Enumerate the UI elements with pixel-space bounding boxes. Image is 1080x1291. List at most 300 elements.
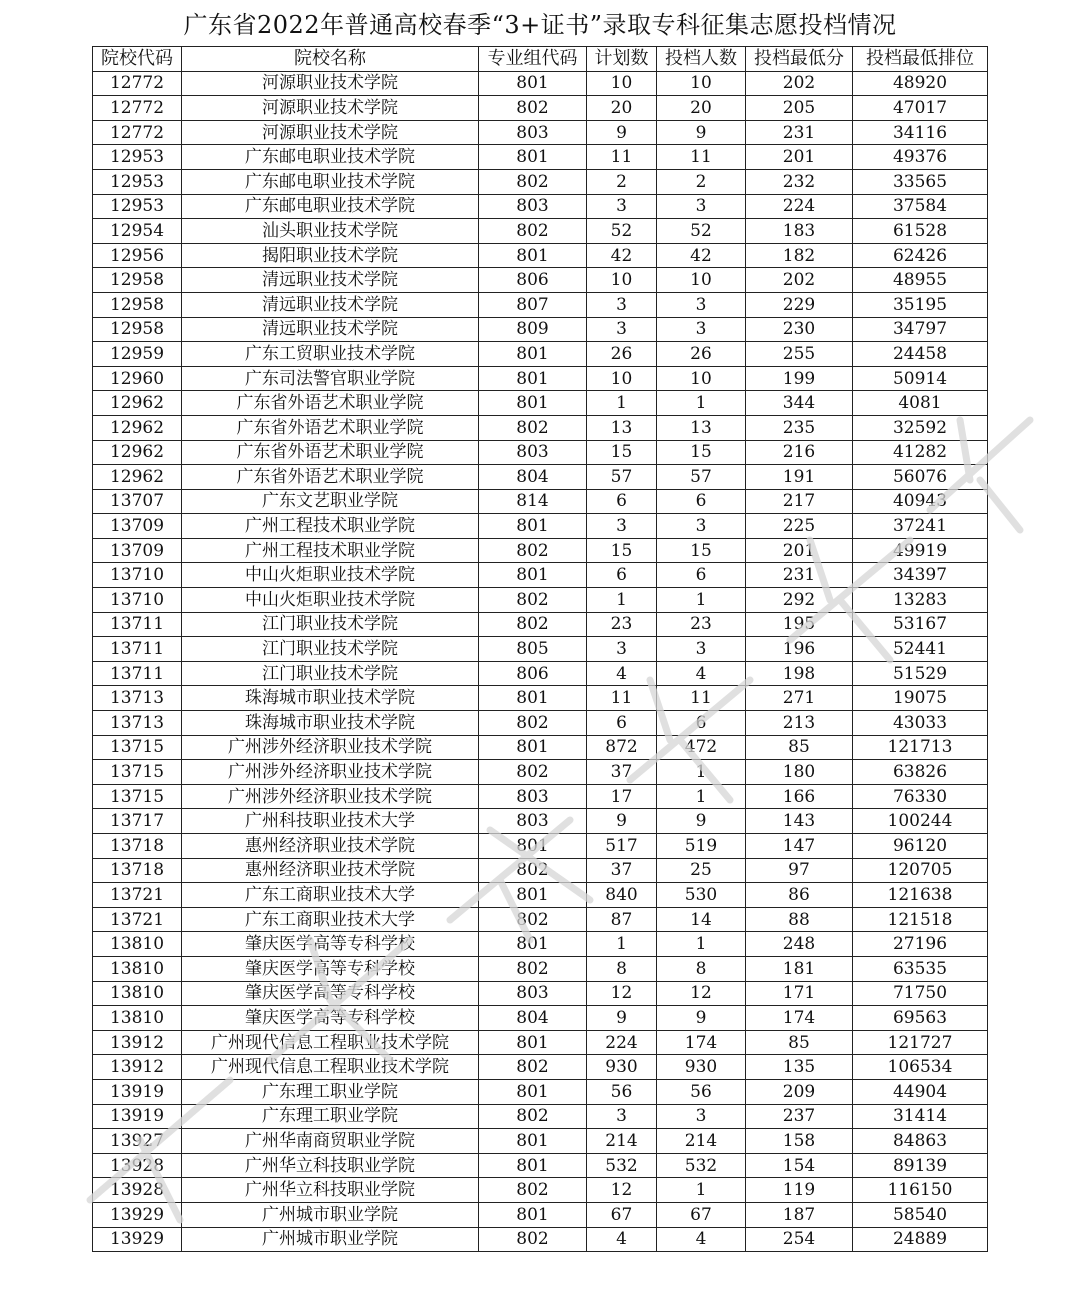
- cell-school-code: 13715: [93, 760, 182, 785]
- cell-school-name: 珠海城市职业技术学院: [182, 711, 479, 736]
- cell-school-code: 12953: [93, 194, 182, 219]
- cell-school-name: 中山火炬职业技术学院: [182, 563, 479, 588]
- cell-min-rank: 33565: [853, 169, 988, 194]
- table-row: [93, 194, 988, 219]
- cell-group-code: 802: [479, 1178, 587, 1203]
- table-row: [93, 1030, 988, 1055]
- cell-plan-count: 10: [587, 268, 657, 293]
- cell-min-score: 202: [746, 71, 853, 96]
- cell-plan-count: 1: [587, 391, 657, 416]
- cell-school-code: 13713: [93, 686, 182, 711]
- cell-admitted-count: 472: [657, 735, 746, 760]
- cell-plan-count: 42: [587, 243, 657, 268]
- cell-group-code: 802: [479, 760, 587, 785]
- cell-group-code: 802: [479, 1055, 587, 1080]
- cell-school-code: 12959: [93, 342, 182, 367]
- cell-school-name: 广东省外语艺术职业学院: [182, 440, 479, 465]
- cell-min-rank: 40943: [853, 489, 988, 514]
- cell-group-code: 801: [479, 834, 587, 859]
- table-row: [93, 169, 988, 194]
- cell-admitted-count: 10: [657, 71, 746, 96]
- cell-min-rank: 32592: [853, 415, 988, 440]
- table-row: [93, 219, 988, 244]
- cell-group-code: 802: [479, 169, 587, 194]
- table-row: [93, 366, 988, 391]
- cell-school-code: 13810: [93, 1006, 182, 1031]
- cell-school-name: 清远职业技术学院: [182, 292, 479, 317]
- cell-school-name: 肇庆医学高等专科学校: [182, 981, 479, 1006]
- cell-school-code: 13927: [93, 1129, 182, 1154]
- cell-school-name: 广州涉外经济职业技术学院: [182, 735, 479, 760]
- cell-group-code: 807: [479, 292, 587, 317]
- cell-min-rank: 116150: [853, 1178, 988, 1203]
- cell-school-name: 广东邮电职业技术学院: [182, 194, 479, 219]
- cell-school-name: 河源职业技术学院: [182, 120, 479, 145]
- cell-school-name: 广东工商职业技术大学: [182, 883, 479, 908]
- cell-admitted-count: 1: [657, 588, 746, 613]
- cell-school-code: 13810: [93, 981, 182, 1006]
- cell-admitted-count: 13: [657, 415, 746, 440]
- cell-min-score: 344: [746, 391, 853, 416]
- cell-plan-count: 37: [587, 858, 657, 883]
- column-header: 专业组代码: [479, 47, 587, 72]
- cell-admitted-count: 174: [657, 1030, 746, 1055]
- cell-school-name: 广州涉外经济职业技术学院: [182, 784, 479, 809]
- cell-min-rank: 121727: [853, 1030, 988, 1055]
- cell-school-code: 12772: [93, 71, 182, 96]
- cell-school-code: 13715: [93, 735, 182, 760]
- cell-plan-count: 840: [587, 883, 657, 908]
- cell-group-code: 801: [479, 735, 587, 760]
- cell-plan-count: 15: [587, 440, 657, 465]
- cell-min-rank: 76330: [853, 784, 988, 809]
- cell-group-code: 801: [479, 243, 587, 268]
- cell-admitted-count: 12: [657, 981, 746, 1006]
- table-row: [93, 96, 988, 121]
- cell-min-rank: 31414: [853, 1104, 988, 1129]
- cell-school-code: 13713: [93, 711, 182, 736]
- cell-group-code: 806: [479, 268, 587, 293]
- cell-school-code: 13709: [93, 514, 182, 539]
- cell-plan-count: 1: [587, 588, 657, 613]
- cell-school-name: 广东邮电职业技术学院: [182, 169, 479, 194]
- cell-school-code: 12960: [93, 366, 182, 391]
- cell-min-rank: 35195: [853, 292, 988, 317]
- cell-min-score: 213: [746, 711, 853, 736]
- cell-min-score: 231: [746, 120, 853, 145]
- cell-plan-count: 3: [587, 194, 657, 219]
- table-row: [93, 145, 988, 170]
- table-row: [93, 514, 988, 539]
- cell-min-rank: 37241: [853, 514, 988, 539]
- cell-school-name: 惠州经济职业技术学院: [182, 858, 479, 883]
- cell-admitted-count: 214: [657, 1129, 746, 1154]
- cell-group-code: 801: [479, 1129, 587, 1154]
- cell-school-name: 江门职业技术学院: [182, 612, 479, 637]
- table-row: [93, 735, 988, 760]
- cell-school-name: 广东文艺职业学院: [182, 489, 479, 514]
- cell-admitted-count: 1: [657, 391, 746, 416]
- cell-min-rank: 62426: [853, 243, 988, 268]
- cell-group-code: 802: [479, 612, 587, 637]
- cell-min-score: 174: [746, 1006, 853, 1031]
- cell-school-code: 13721: [93, 907, 182, 932]
- cell-school-code: 12958: [93, 292, 182, 317]
- cell-plan-count: 20: [587, 96, 657, 121]
- cell-admitted-count: 3: [657, 292, 746, 317]
- cell-admitted-count: 8: [657, 956, 746, 981]
- cell-min-score: 85: [746, 735, 853, 760]
- cell-school-name: 广东工贸职业技术学院: [182, 342, 479, 367]
- table-row: [93, 1129, 988, 1154]
- cell-group-code: 801: [479, 366, 587, 391]
- cell-school-name: 清远职业技术学院: [182, 317, 479, 342]
- cell-group-code: 803: [479, 809, 587, 834]
- cell-admitted-count: 6: [657, 489, 746, 514]
- table-body: [93, 71, 988, 1252]
- cell-plan-count: 26: [587, 342, 657, 367]
- cell-school-name: 广东省外语艺术职业学院: [182, 391, 479, 416]
- cell-admitted-count: 3: [657, 514, 746, 539]
- cell-school-name: 汕头职业技术学院: [182, 219, 479, 244]
- cell-min-rank: 120705: [853, 858, 988, 883]
- cell-plan-count: 517: [587, 834, 657, 859]
- cell-group-code: 802: [479, 711, 587, 736]
- table-row: [93, 612, 988, 637]
- cell-school-name: 广州城市职业学院: [182, 1202, 479, 1227]
- table-row: [93, 956, 988, 981]
- cell-school-code: 12953: [93, 169, 182, 194]
- cell-plan-count: 8: [587, 956, 657, 981]
- cell-group-code: 801: [479, 145, 587, 170]
- cell-min-rank: 63535: [853, 956, 988, 981]
- cell-plan-count: 57: [587, 465, 657, 490]
- cell-group-code: 814: [479, 489, 587, 514]
- cell-min-score: 86: [746, 883, 853, 908]
- cell-school-name: 肇庆医学高等专科学校: [182, 932, 479, 957]
- cell-group-code: 801: [479, 932, 587, 957]
- admission-table: [92, 46, 988, 1252]
- cell-school-code: 12958: [93, 317, 182, 342]
- cell-school-code: 13919: [93, 1104, 182, 1129]
- cell-school-name: 广州科技职业技术大学: [182, 809, 479, 834]
- cell-admitted-count: 10: [657, 268, 746, 293]
- cell-min-score: 183: [746, 219, 853, 244]
- cell-school-code: 13711: [93, 637, 182, 662]
- cell-school-name: 珠海城市职业技术学院: [182, 686, 479, 711]
- cell-min-score: 225: [746, 514, 853, 539]
- cell-school-code: 13912: [93, 1055, 182, 1080]
- cell-min-rank: 24889: [853, 1227, 988, 1252]
- table-row: [93, 760, 988, 785]
- cell-plan-count: 214: [587, 1129, 657, 1154]
- table-row: [93, 932, 988, 957]
- cell-group-code: 804: [479, 1006, 587, 1031]
- cell-admitted-count: 52: [657, 219, 746, 244]
- cell-admitted-count: 930: [657, 1055, 746, 1080]
- cell-school-name: 广州现代信息工程职业技术学院: [182, 1030, 479, 1055]
- cell-min-score: 88: [746, 907, 853, 932]
- table-row: [93, 317, 988, 342]
- cell-min-rank: 51529: [853, 661, 988, 686]
- cell-school-name: 广东工商职业技术大学: [182, 907, 479, 932]
- cell-school-code: 13709: [93, 538, 182, 563]
- table-row: [93, 465, 988, 490]
- cell-min-score: 181: [746, 956, 853, 981]
- cell-group-code: 801: [479, 71, 587, 96]
- cell-min-rank: 50914: [853, 366, 988, 391]
- cell-admitted-count: 1: [657, 932, 746, 957]
- cell-plan-count: 930: [587, 1055, 657, 1080]
- cell-min-score: 201: [746, 538, 853, 563]
- cell-plan-count: 12: [587, 981, 657, 1006]
- cell-admitted-count: 57: [657, 465, 746, 490]
- cell-school-code: 12772: [93, 96, 182, 121]
- cell-admitted-count: 2: [657, 169, 746, 194]
- cell-school-name: 广东理工职业学院: [182, 1104, 479, 1129]
- cell-min-rank: 71750: [853, 981, 988, 1006]
- cell-admitted-count: 56: [657, 1079, 746, 1104]
- cell-min-score: 229: [746, 292, 853, 317]
- cell-min-rank: 84863: [853, 1129, 988, 1154]
- cell-admitted-count: 6: [657, 563, 746, 588]
- cell-admitted-count: 6: [657, 711, 746, 736]
- table-row: [93, 809, 988, 834]
- cell-plan-count: 224: [587, 1030, 657, 1055]
- cell-group-code: 803: [479, 194, 587, 219]
- cell-school-code: 12962: [93, 465, 182, 490]
- cell-plan-count: 23: [587, 612, 657, 637]
- cell-min-rank: 47017: [853, 96, 988, 121]
- cell-admitted-count: 15: [657, 440, 746, 465]
- cell-admitted-count: 3: [657, 637, 746, 662]
- cell-group-code: 802: [479, 1227, 587, 1252]
- cell-admitted-count: 4: [657, 661, 746, 686]
- table-row: [93, 391, 988, 416]
- table-row: [93, 1006, 988, 1031]
- cell-admitted-count: 3: [657, 1104, 746, 1129]
- cell-admitted-count: 9: [657, 809, 746, 834]
- cell-plan-count: 11: [587, 145, 657, 170]
- cell-min-score: 143: [746, 809, 853, 834]
- cell-school-code: 12953: [93, 145, 182, 170]
- cell-school-code: 12958: [93, 268, 182, 293]
- cell-admitted-count: 1: [657, 784, 746, 809]
- cell-admitted-count: 67: [657, 1202, 746, 1227]
- cell-plan-count: 9: [587, 120, 657, 145]
- cell-min-score: 158: [746, 1129, 853, 1154]
- cell-school-code: 13912: [93, 1030, 182, 1055]
- cell-school-name: 揭阳职业技术学院: [182, 243, 479, 268]
- cell-group-code: 802: [479, 588, 587, 613]
- cell-school-name: 江门职业技术学院: [182, 661, 479, 686]
- cell-school-name: 广州工程技术职业学院: [182, 514, 479, 539]
- cell-min-score: 216: [746, 440, 853, 465]
- cell-plan-count: 4: [587, 1227, 657, 1252]
- cell-school-name: 清远职业技术学院: [182, 268, 479, 293]
- cell-min-score: 154: [746, 1153, 853, 1178]
- cell-plan-count: 56: [587, 1079, 657, 1104]
- cell-min-score: 135: [746, 1055, 853, 1080]
- cell-group-code: 809: [479, 317, 587, 342]
- table-row: [93, 1104, 988, 1129]
- cell-plan-count: 3: [587, 1104, 657, 1129]
- cell-group-code: 801: [479, 1202, 587, 1227]
- cell-plan-count: 2: [587, 169, 657, 194]
- cell-min-rank: 37584: [853, 194, 988, 219]
- cell-plan-count: 9: [587, 1006, 657, 1031]
- cell-min-score: 85: [746, 1030, 853, 1055]
- cell-school-code: 13710: [93, 563, 182, 588]
- table-row: [93, 883, 988, 908]
- cell-min-rank: 49376: [853, 145, 988, 170]
- cell-min-rank: 69563: [853, 1006, 988, 1031]
- cell-plan-count: 1: [587, 932, 657, 957]
- cell-school-code: 13810: [93, 932, 182, 957]
- cell-plan-count: 37: [587, 760, 657, 785]
- cell-school-code: 12962: [93, 391, 182, 416]
- cell-school-code: 13929: [93, 1227, 182, 1252]
- cell-min-score: 97: [746, 858, 853, 883]
- cell-min-rank: 58540: [853, 1202, 988, 1227]
- cell-admitted-count: 532: [657, 1153, 746, 1178]
- table-row: [93, 784, 988, 809]
- cell-school-name: 广州华南商贸职业学院: [182, 1129, 479, 1154]
- cell-min-rank: 48955: [853, 268, 988, 293]
- cell-plan-count: 872: [587, 735, 657, 760]
- cell-school-name: 江门职业技术学院: [182, 637, 479, 662]
- cell-min-score: 119: [746, 1178, 853, 1203]
- cell-school-name: 肇庆医学高等专科学校: [182, 956, 479, 981]
- cell-min-score: 209: [746, 1079, 853, 1104]
- cell-group-code: 801: [479, 686, 587, 711]
- column-header: 投档最低分: [746, 47, 853, 72]
- cell-group-code: 802: [479, 219, 587, 244]
- cell-group-code: 805: [479, 637, 587, 662]
- cell-min-score: 166: [746, 784, 853, 809]
- cell-min-score: 292: [746, 588, 853, 613]
- cell-min-rank: 121713: [853, 735, 988, 760]
- column-header: 投档人数: [657, 47, 746, 72]
- cell-school-code: 13711: [93, 612, 182, 637]
- cell-group-code: 802: [479, 1104, 587, 1129]
- table-row: [93, 1178, 988, 1203]
- table-row: [93, 292, 988, 317]
- cell-group-code: 802: [479, 907, 587, 932]
- cell-school-code: 13919: [93, 1079, 182, 1104]
- table-row: [93, 637, 988, 662]
- cell-admitted-count: 9: [657, 120, 746, 145]
- cell-admitted-count: 26: [657, 342, 746, 367]
- cell-group-code: 803: [479, 440, 587, 465]
- cell-group-code: 802: [479, 538, 587, 563]
- cell-plan-count: 12: [587, 1178, 657, 1203]
- cell-group-code: 801: [479, 563, 587, 588]
- cell-plan-count: 67: [587, 1202, 657, 1227]
- table-row: [93, 1079, 988, 1104]
- cell-min-score: 255: [746, 342, 853, 367]
- cell-plan-count: 4: [587, 661, 657, 686]
- cell-school-code: 13929: [93, 1202, 182, 1227]
- cell-min-rank: 56076: [853, 465, 988, 490]
- cell-school-name: 河源职业技术学院: [182, 96, 479, 121]
- table-row: [93, 243, 988, 268]
- cell-plan-count: 3: [587, 317, 657, 342]
- cell-min-score: 147: [746, 834, 853, 859]
- column-header: 计划数: [587, 47, 657, 72]
- cell-plan-count: 3: [587, 514, 657, 539]
- cell-school-code: 13810: [93, 956, 182, 981]
- table-row: [93, 1055, 988, 1080]
- table-row: [93, 563, 988, 588]
- cell-min-score: 230: [746, 317, 853, 342]
- cell-admitted-count: 14: [657, 907, 746, 932]
- cell-group-code: 802: [479, 96, 587, 121]
- table-row: [93, 907, 988, 932]
- table-row: [93, 588, 988, 613]
- table-row: [93, 711, 988, 736]
- cell-group-code: 801: [479, 1153, 587, 1178]
- column-header: 院校代码: [93, 47, 182, 72]
- cell-plan-count: 11: [587, 686, 657, 711]
- table-row: [93, 661, 988, 686]
- cell-min-rank: 61528: [853, 219, 988, 244]
- cell-min-rank: 121638: [853, 883, 988, 908]
- cell-min-rank: 52441: [853, 637, 988, 662]
- cell-school-code: 13718: [93, 834, 182, 859]
- cell-min-score: 191: [746, 465, 853, 490]
- cell-admitted-count: 10: [657, 366, 746, 391]
- cell-group-code: 802: [479, 956, 587, 981]
- cell-school-name: 广州现代信息工程职业技术学院: [182, 1055, 479, 1080]
- table-row: [93, 342, 988, 367]
- cell-school-name: 广州华立科技职业学院: [182, 1178, 479, 1203]
- table-row: [93, 415, 988, 440]
- cell-min-score: 195: [746, 612, 853, 637]
- cell-plan-count: 6: [587, 489, 657, 514]
- cell-admitted-count: 1: [657, 1178, 746, 1203]
- cell-school-code: 13928: [93, 1178, 182, 1203]
- table-row: [93, 440, 988, 465]
- cell-group-code: 802: [479, 415, 587, 440]
- cell-min-score: 187: [746, 1202, 853, 1227]
- cell-school-name: 河源职业技术学院: [182, 71, 479, 96]
- cell-group-code: 803: [479, 981, 587, 1006]
- cell-admitted-count: 42: [657, 243, 746, 268]
- cell-admitted-count: 519: [657, 834, 746, 859]
- cell-min-rank: 24458: [853, 342, 988, 367]
- cell-min-rank: 49919: [853, 538, 988, 563]
- cell-admitted-count: 20: [657, 96, 746, 121]
- cell-group-code: 801: [479, 1030, 587, 1055]
- cell-plan-count: 10: [587, 71, 657, 96]
- cell-school-name: 广东邮电职业技术学院: [182, 145, 479, 170]
- cell-admitted-count: 9: [657, 1006, 746, 1031]
- cell-min-score: 171: [746, 981, 853, 1006]
- cell-min-score: 180: [746, 760, 853, 785]
- table-header-row: [93, 47, 988, 72]
- cell-min-rank: 48920: [853, 71, 988, 96]
- cell-min-score: 271: [746, 686, 853, 711]
- cell-min-rank: 106534: [853, 1055, 988, 1080]
- cell-school-code: 13707: [93, 489, 182, 514]
- column-header: 院校名称: [182, 47, 479, 72]
- table-row: [93, 120, 988, 145]
- cell-school-code: 13715: [93, 784, 182, 809]
- cell-school-name: 广州工程技术职业学院: [182, 538, 479, 563]
- cell-min-rank: 44904: [853, 1079, 988, 1104]
- cell-school-code: 13711: [93, 661, 182, 686]
